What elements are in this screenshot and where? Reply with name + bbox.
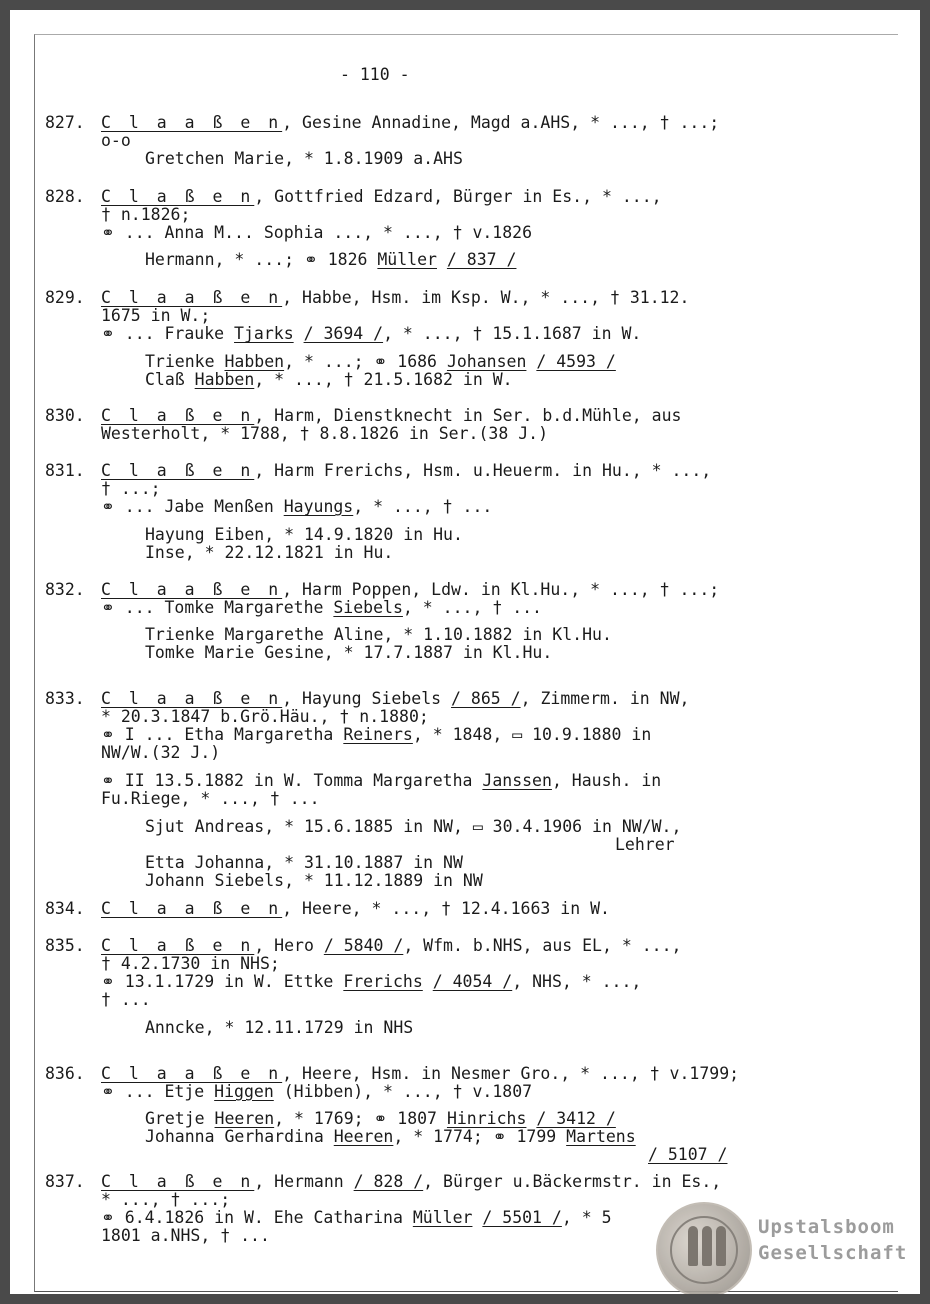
entry-line: * ..., † ...; [101, 1190, 231, 1209]
marriage-line [101, 1209, 612, 1227]
marriage-line [101, 1083, 532, 1101]
entry-number: 830. [45, 406, 85, 425]
page-number: - 110 - [340, 65, 410, 84]
entry-text: ⚭ I ... Etha Margaretha [101, 725, 344, 744]
marriage-line [101, 599, 542, 617]
entry-line: Fu.Riege, * ..., † ... [101, 789, 320, 808]
entry-text: ⚭ ... Frauke [101, 324, 235, 343]
entry-line: * 20.3.1847 b.Grö.Häu., † n.1880; [101, 707, 429, 726]
child-text: Claß [145, 370, 195, 389]
surname: C l a a ß e n [101, 1064, 283, 1083]
entry-text: , * ..., † ... [353, 497, 493, 516]
cross-reference [648, 1146, 727, 1164]
entry-line: o-o [101, 131, 131, 150]
entry-text: , Gesine Annadine, Magd a.AHS, * ..., † ...; [282, 113, 720, 132]
child-line [145, 353, 616, 371]
surname: C l a ß e n [101, 936, 255, 955]
child-spouse: Johansen [446, 352, 527, 371]
entry-line [101, 289, 689, 307]
entry-line: † 4.2.1730 in NHS; [101, 954, 280, 973]
entry-text: ⚭ 6.4.1826 in W. Ehe Catharina [101, 1208, 413, 1227]
surname: C l a ß e n [101, 187, 255, 206]
entry-text: , Harm Poppen, Ldw. in Kl.Hu., * ..., † ...; [282, 580, 720, 599]
spouse-name: Tjarks [234, 324, 294, 343]
entry-text: (Hibben), * ..., † v.1807 [273, 1082, 533, 1101]
entry-text: , Bürger u.Bäckermstr. in Es., [423, 1172, 722, 1191]
child-text: , * ..., † 21.5.1682 in W. [254, 370, 513, 389]
cross-reference: / 4593 / [536, 352, 616, 371]
spouse-name: Higgen [214, 1082, 274, 1101]
cross-reference-text: / 5107 / [648, 1145, 728, 1164]
child-line: Trienke Margarethe Aline, * 1.10.1882 in Kl.Hu. [145, 625, 612, 644]
child-line [145, 1110, 616, 1128]
child-occupation: Lehrer [615, 835, 675, 854]
entry-number: 837. [45, 1172, 85, 1191]
surname: C l a a ß e n [101, 580, 283, 599]
cross-reference: / 3694 / [303, 324, 384, 343]
entry-number: 827. [45, 113, 85, 132]
child-line [145, 1128, 636, 1146]
entry-line [101, 407, 681, 425]
cross-reference: / 5501 / [482, 1208, 562, 1227]
entry-text: , Heere, Hsm. in Nesmer Gro., * ..., † v.1799; [282, 1064, 740, 1083]
entry-text: , Habbe, Hsm. im Ksp. W., * ..., † 31.12. [282, 288, 690, 307]
entry-number: 832. [45, 580, 85, 599]
entry-number: 835. [45, 936, 85, 955]
entry-text: , Heere, * ..., † 12.4.1663 in W. [282, 899, 610, 918]
cross-reference: / 3412 / [536, 1109, 616, 1128]
child-line: Johann Siebels, * 11.12.1889 in NW [145, 871, 483, 890]
entry-text: ⚭ ... Etje [101, 1082, 215, 1101]
entry-text: , Hero [254, 936, 324, 955]
child-text: Gretje [145, 1109, 215, 1128]
entry-line [101, 690, 689, 708]
watermark-brand [758, 1214, 907, 1266]
spouse-name: Reiners [343, 725, 413, 744]
entry-text: ⚭ ... Tomke Margarethe [101, 598, 334, 617]
spouse-name: Frerichs [343, 972, 423, 991]
child-text: Trienke [145, 352, 225, 371]
entry-text: , Harm Frerichs, Hsm. u.Heuerm. in Hu., * ..., [254, 461, 712, 480]
entry-line [101, 937, 681, 955]
child-text: Johanna Gerhardina [145, 1127, 334, 1146]
spouse-name: Müller [412, 1208, 473, 1227]
marriage-line [101, 772, 661, 790]
cross-reference: / 865 / [451, 689, 521, 708]
entry-line [101, 1065, 739, 1083]
entry-line: Westerholt, * 1788, † 8.8.1826 in Ser.(38 J.) [101, 424, 549, 443]
surname: C l a ß e n [101, 1172, 255, 1191]
entry-text: , Harm, Dienstknecht in Ser. b.d.Mühle, aus [254, 406, 682, 425]
document-page [10, 10, 920, 1294]
cross-reference: / 5840 / [323, 936, 404, 955]
entry-line [101, 581, 719, 599]
entry-line [101, 188, 662, 206]
surname: C l a a ß e n [101, 899, 283, 918]
entry-text: ⚭ ... Jabe Menßen [101, 497, 284, 516]
marriage-line [101, 726, 651, 744]
marriage-line [101, 498, 492, 516]
child-surname: Heeren [333, 1127, 394, 1146]
entry-line: 1675 in W.; [101, 306, 211, 325]
seal-logo-icon [656, 1202, 752, 1294]
child-surname: Heeren [214, 1109, 275, 1128]
entry-text: , Gottfried Edzard, Bürger in Es., * ..., [254, 187, 662, 206]
entry-number: 831. [45, 461, 85, 480]
surname: C l a a ß e n [101, 113, 283, 132]
spouse-name: Siebels [333, 598, 403, 617]
entry-line: NW/W.(32 J.) [101, 743, 221, 762]
child-line: Anncke, * 12.11.1729 in NHS [145, 1018, 414, 1037]
entry-line [101, 900, 610, 918]
spouse-name: Janssen [482, 771, 552, 790]
seal-figure [688, 1226, 698, 1266]
child-line [145, 371, 513, 389]
cross-reference: / 4054 / [432, 972, 513, 991]
marriage-line [101, 325, 641, 343]
entry-text: , * 5 [561, 1208, 612, 1227]
entry-line: † ...; [101, 479, 161, 498]
child-spouse: Martens [566, 1127, 636, 1146]
entry-line: 1801 a.NHS, † ... [101, 1226, 270, 1245]
child-spouse: Hinrichs [446, 1109, 527, 1128]
entry-text: , Haush. in [551, 771, 662, 790]
entry-text: ⚭ II 13.5.1882 in W. Tomma Margaretha [101, 771, 483, 790]
child-line: Gretchen Marie, * 1.8.1909 a.AHS [145, 149, 463, 168]
entry-number: 836. [45, 1064, 85, 1083]
entry-number: 834. [45, 899, 85, 918]
seal-figure [702, 1226, 712, 1266]
entry-line: † n.1826; [101, 205, 191, 224]
child-surname: Habben [194, 370, 255, 389]
entry-text: , * ..., † 15.1.1687 in W. [383, 324, 642, 343]
watermark-line: Upstalsboom [758, 1216, 895, 1238]
surname: C l a a ß e n [101, 689, 283, 708]
child-spouse: Müller [377, 250, 437, 269]
entry-text: , Hermann [254, 1172, 354, 1191]
child-text: , * 1769; ⚭ 1807 [274, 1109, 447, 1128]
entry-text: , Zimmerm. in NW, [520, 689, 690, 708]
child-surname: Habben [224, 352, 285, 371]
entry-line: † ... [101, 990, 151, 1009]
genealogy-text [10, 10, 920, 1294]
child-line: Hayung Eiben, * 14.9.1820 in Hu. [145, 525, 463, 544]
surname: C l a ß e n [101, 461, 255, 480]
seal-figure [716, 1226, 726, 1266]
surname: C l a a ß e n [101, 288, 283, 307]
child-text: , * 1774; ⚭ 1799 [393, 1127, 567, 1146]
marriage-line: ⚭ ... Anna M... Sophia ..., * ..., † v.1826 [101, 223, 533, 242]
entry-text: , * 1848, ▭ 10.9.1880 in [412, 725, 652, 744]
surname: C l a ß e n [101, 406, 255, 425]
entry-line [101, 462, 711, 480]
child-line: Inse, * 22.12.1821 in Hu. [145, 543, 394, 562]
child-text: Hermann, * ...; ⚭ 1826 [145, 250, 378, 269]
watermark-line: Gesellschaft [758, 1242, 908, 1264]
entry-text: , * ..., † ... [402, 598, 542, 617]
child-line: Sjut Andreas, * 15.6.1885 in NW, ▭ 30.4.1906 in NW/W., [145, 817, 682, 836]
entry-line [101, 114, 719, 132]
entry-number: 833. [45, 689, 85, 708]
entry-text: ⚭ 13.1.1729 in W. Ettke [101, 972, 344, 991]
entry-text: , Wfm. b.NHS, aus EL, * ..., [403, 936, 682, 955]
entry-text: , Hayung Siebels [282, 689, 452, 708]
cross-reference: / 837 / [446, 250, 517, 269]
entry-text: , NHS, * ..., [512, 972, 642, 991]
entry-number: 828. [45, 187, 85, 206]
child-line [145, 251, 516, 269]
cross-reference: / 828 / [353, 1172, 424, 1191]
child-text [437, 250, 447, 269]
child-line: Etta Johanna, * 31.10.1887 in NW [145, 853, 463, 872]
child-line: Tomke Marie Gesine, * 17.7.1887 in Kl.Hu. [145, 643, 553, 662]
spouse-name: Hayungs [283, 497, 354, 516]
entry-line [101, 1173, 721, 1191]
entry-number: 829. [45, 288, 85, 307]
child-text: , * ...; ⚭ 1686 [284, 352, 447, 371]
marriage-line [101, 973, 641, 991]
